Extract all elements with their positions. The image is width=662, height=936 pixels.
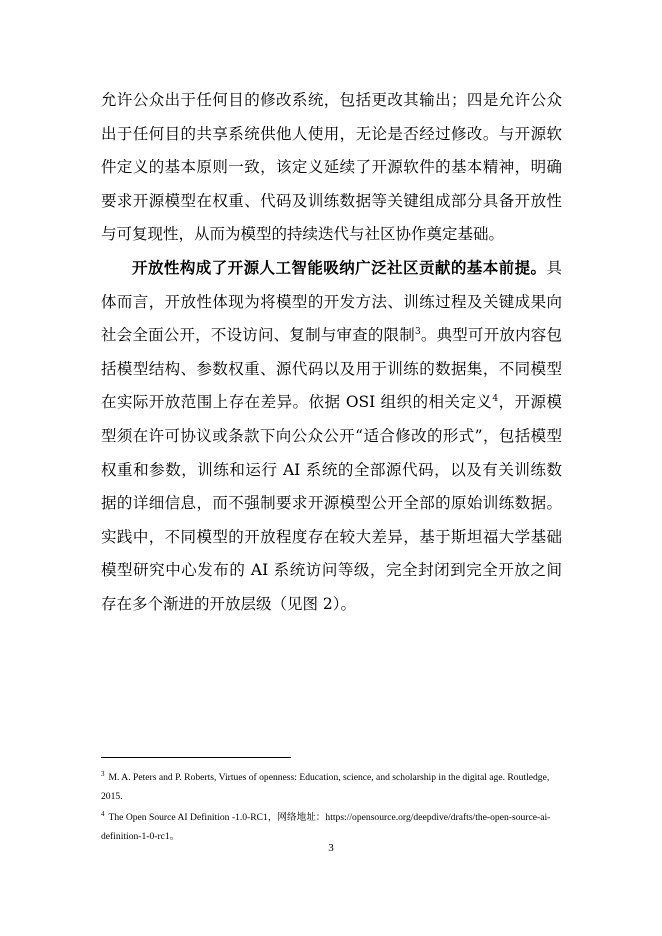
page-number: 3 <box>328 842 334 854</box>
body-text <box>101 84 562 622</box>
footnote-reference-3[interactable]: 3 <box>414 327 421 337</box>
paragraph-text-part-c: ，开源模型须在许可协议或条款下向公众公开“适合修改的形式”，包括模型权重和参数，训练和运行 AI 系统的全部源代码，以及有关训练数据的详细信息，而不强制要求开源模型公开全部的原始训练数据。实践中，不同模型的开放程度存在较大差异，基于斯坦福大学基础模型研究中心发布的 AI 系统访问等级，完全封闭到完全开放之间存在多个渐进的开放层级（见图 2）。 <box>101 393 562 613</box>
footnote-4 <box>101 808 562 846</box>
paragraph-continued: 允许公众出于任何目的修改系统，包括更改其输出；四是允许公众出于任何目的共享系统供他人使用，无论是否经过修改。与开源软件定义的基本原则一致，该定义延续了开源软件的基本精神，明确要求开源模型在权重、代码及训练数据等关键组成部分具备开放性与可复现性，从而为模型的持续迭代与社区协作奠定基础。 <box>101 91 562 244</box>
paragraph-text-part-b: 。典型可开放内容包括模型结构、参数权重、源代码以及用于训练的数据集，不同模型在实际开放范围上存在差异。依据 OSI 组织的相关定义 <box>101 326 562 412</box>
footnotes <box>101 768 562 848</box>
footnote-text: M. A. Peters and P. Roberts, Virtues of openness: Education, science, and scholarship in the digital age. Routledge, 2015. <box>101 772 550 802</box>
footnote-reference-4[interactable]: 4 <box>492 394 499 405</box>
footnote-mark: 4 <box>101 809 105 818</box>
paragraph-lead-sentence: 开放性构成了开源人工智能吸纳广泛社区贡献的基本前提。 <box>132 258 547 277</box>
paragraph-openness <box>101 252 562 622</box>
footnote-mark: 3 <box>101 769 105 778</box>
paragraph-text-part-a: 具体而言，开放性体现为将模型的开发方法、训练过程及关键成果向社会全面公开，不设访问、复制与审查的限制 <box>101 258 562 345</box>
footnote-text: The Open Source AI Definition -1.0-RC1，网络地址：https://opensource.org/deepdive/drafts/the-open-source-ai-definition-1-0-rc1。 <box>101 812 551 842</box>
footnote-separator <box>101 757 291 758</box>
footnote-3 <box>101 768 562 806</box>
